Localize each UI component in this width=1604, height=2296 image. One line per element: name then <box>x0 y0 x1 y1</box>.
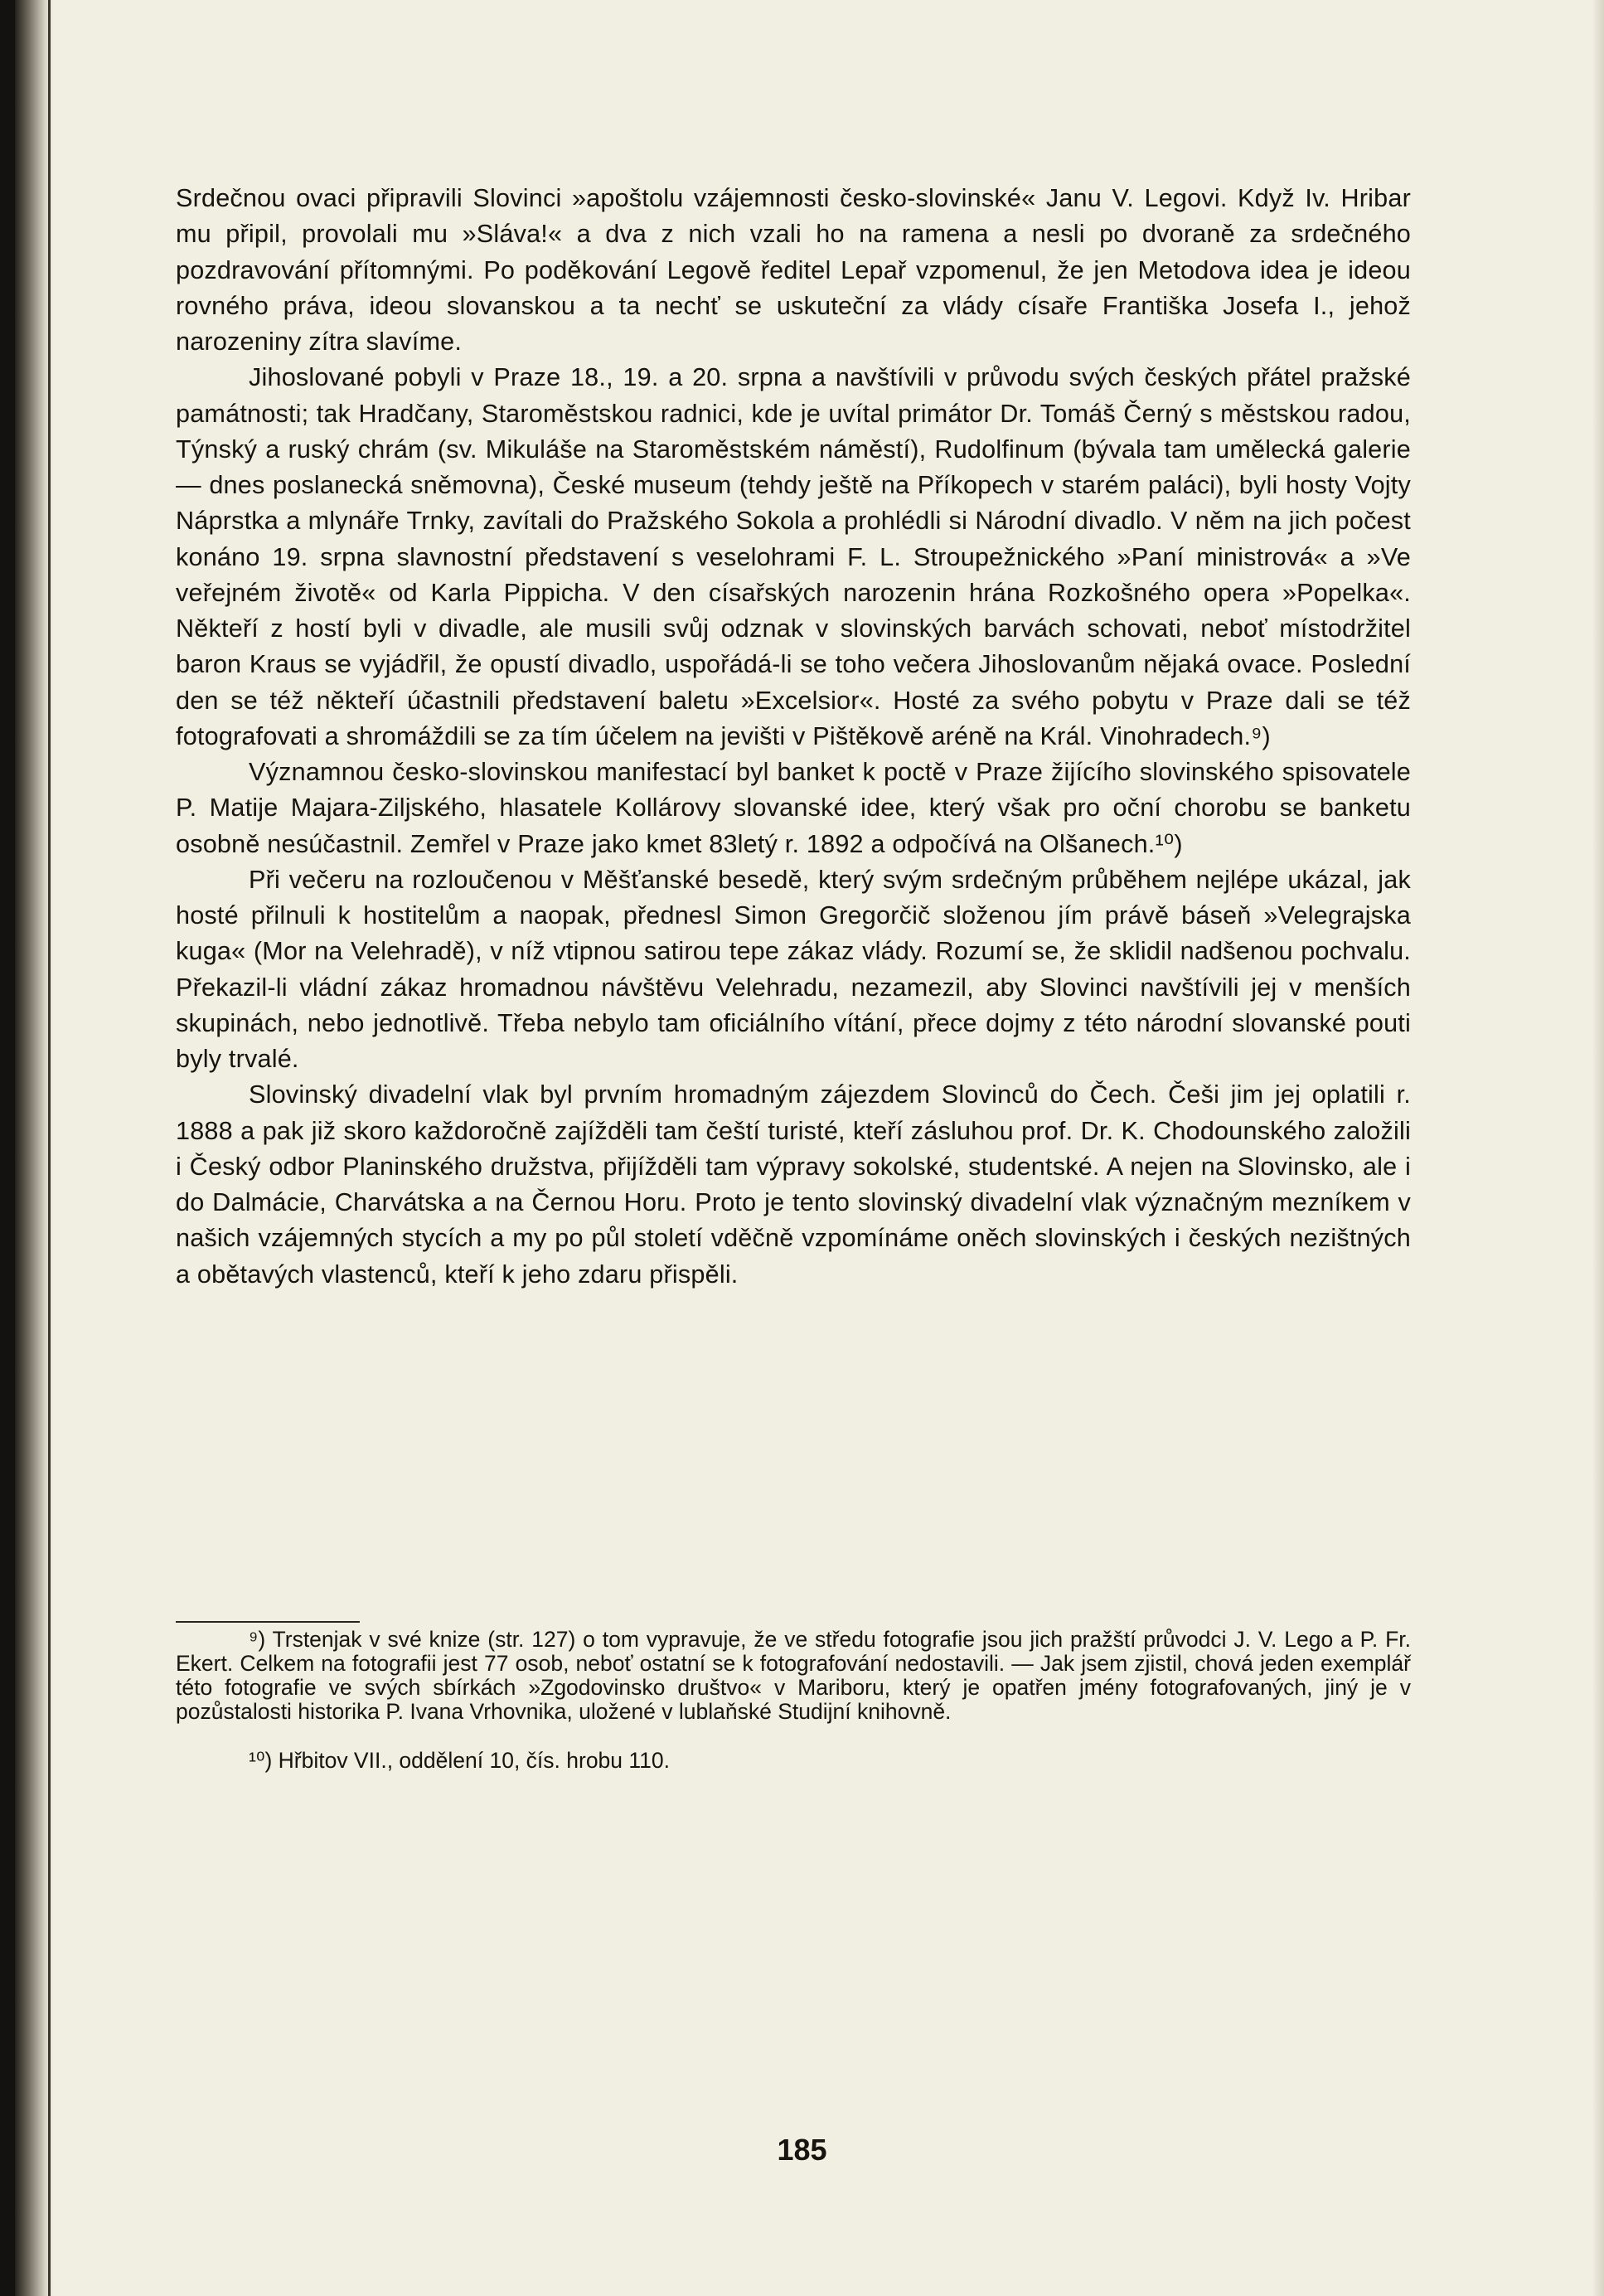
footnote: ¹⁰) Hřbitov VII., oddělení 10, čís. hrobu 110. <box>249 1748 671 1773</box>
paragraph: Slovinský divadelní vlak byl prvním hromadným zájezdem Slovinců do Čech. Češi jim jej oplatili r. 1888 a pak již skoro každoročně zajížděli tam čeští turisté, kteří zásluhou prof. Dr. K. Chodounského založili i Český odbor Planinského družstva, přijížděli tam výpravy sokolské, studentské. A nejen na Slovinsko, ale i do Dalmácie, Charvátska a na Černou Horu. Proto je tento slovinský divadelní vlak význačným mezníkem v našich vzájemných stycích a my po půl století vděčně vzpomínáme oněch slovinských i českých nezištných a obětavých vlastenců, kteří k jeho zdaru přispěli. <box>176 1080 1411 1289</box>
page-right-edge <box>1592 0 1604 2296</box>
footnote: ⁹) Trstenjak v své knize (str. 127) o tom vypravuje, že ve středu fotografie jsou jich pražští průvodci J. V. Lego a P. Fr. Ekert. Celkem na fotografii jest 77 osob, neboť ostatní se k fotografování nedostavili. — Jak jsem zjistil, chová jeden exemplář této fotografie ve svých sbírkách »Zgodovinsko društvo« v Mariboru, který je opatřen jmény fotografovaných, jiný je v pozůstalosti historika P. Ivana Vrhovnika, uložené v lublaňské Studijní knihovně. <box>176 1627 1411 1724</box>
footnote-divider <box>176 1621 360 1623</box>
main-text <box>176 181 1411 1293</box>
binding-edge-line <box>48 0 51 2296</box>
footnotes-section <box>176 1621 1411 1773</box>
paragraph: Srdečnou ovaci připravili Slovinci »apoštolu vzájemnosti česko-slovinské« Janu V. Legovi. Když Iv. Hribar mu připil, provolali mu »Sláva!« a dva z nich vzali ho na ramena a nesli po dvoraně za srdečného pozdravování přítomnými. Po poděkování Legově ředitel Lepař vzpomenul, že jen Metodova idea je ideou rovného práva, ideou slovanskou a ta nechť se uskuteční za vlády císaře Františka Josefa I., jehož narozeniny zítra slavíme. <box>176 184 1411 356</box>
paragraph: Významnou česko-slovinskou manifestací byl banket k poctě v Praze žijícího slovinského spisovatele P. Matije Majara-Ziljského, hlasatele Kollárovy slovanské idee, který však pro oční chorobu se banketu osobně nesúčastnil. Zemřel v Praze jako kmet 83letý r. 1892 a odpočívá na Olšanech.¹⁰) <box>176 758 1411 858</box>
page-number: 185 <box>777 2133 827 2167</box>
paragraph: Jihoslované pobyli v Praze 18., 19. a 20. srpna a navštívili v průvodu svých českých přátel pražské památnosti; tak Hradčany, Staroměstskou radnici, kde je uvítal primátor Dr. Tomáš Černý s městskou radou, Týnský a ruský chrám (sv. Mikuláše na Staroměstském náměstí), Rudolfinum (bývala tam umělecká galerie — dnes poslanecká sněmovna), České museum (tehdy ještě na Příkopech v starém paláci), byli hosty Vojty Náprstka a mlynáře Trnky, zavítali do Pražského Sokola a prohlédli si Národní divadlo. V něm na jich počest konáno 19. srpna slavnostní představení s veselohrami F. L. Stroupežnického »Paní ministrová« a »Ve veřejném životě« od Karla Pippicha. V den císařských narozenin hrána Rozkošného opera »Popelka«. Někteří z hostí byli v divadle, ale musili svůj odznak v slovinských barvách schovati, neboť místodržitel baron Kraus se vyjádřil, že opustí divadlo, uspořádá-li se toho večera Jihoslovanům nějaká ovace. Poslední den se též někteří účastnili představení baletu »Excelsior«. Hosté za svého pobytu v Praze dali se též fotografovati a shromáždili se za tím účelem na jevišti v Pištěkově aréně na Král. Vinohradech.⁹) <box>176 363 1411 750</box>
paragraph: Při večeru na rozloučenou v Měšťanské besedě, který svým srdečným průběhem nejlépe ukázal, jak hosté přilnuli k hostitelům a naopak, přednesl Simon Gregorčič složenou jím právě báseň »Velegrajska kuga« (Mor na Velehradě), v níž vtipnou satirou tepe zákaz vlády. Rozumí se, že sklidil nadšenou pochvalu. Překazil-li vládní zákaz hromadnou návštěvu Velehradu, nezamezil, aby Slovinci navštívili jej v menších skupinách, nebo jednotlivě. Třeba nebylo tam oficiálního vítání, přece dojmy z této národní slovanské pouti byly trvalé. <box>176 865 1411 1073</box>
